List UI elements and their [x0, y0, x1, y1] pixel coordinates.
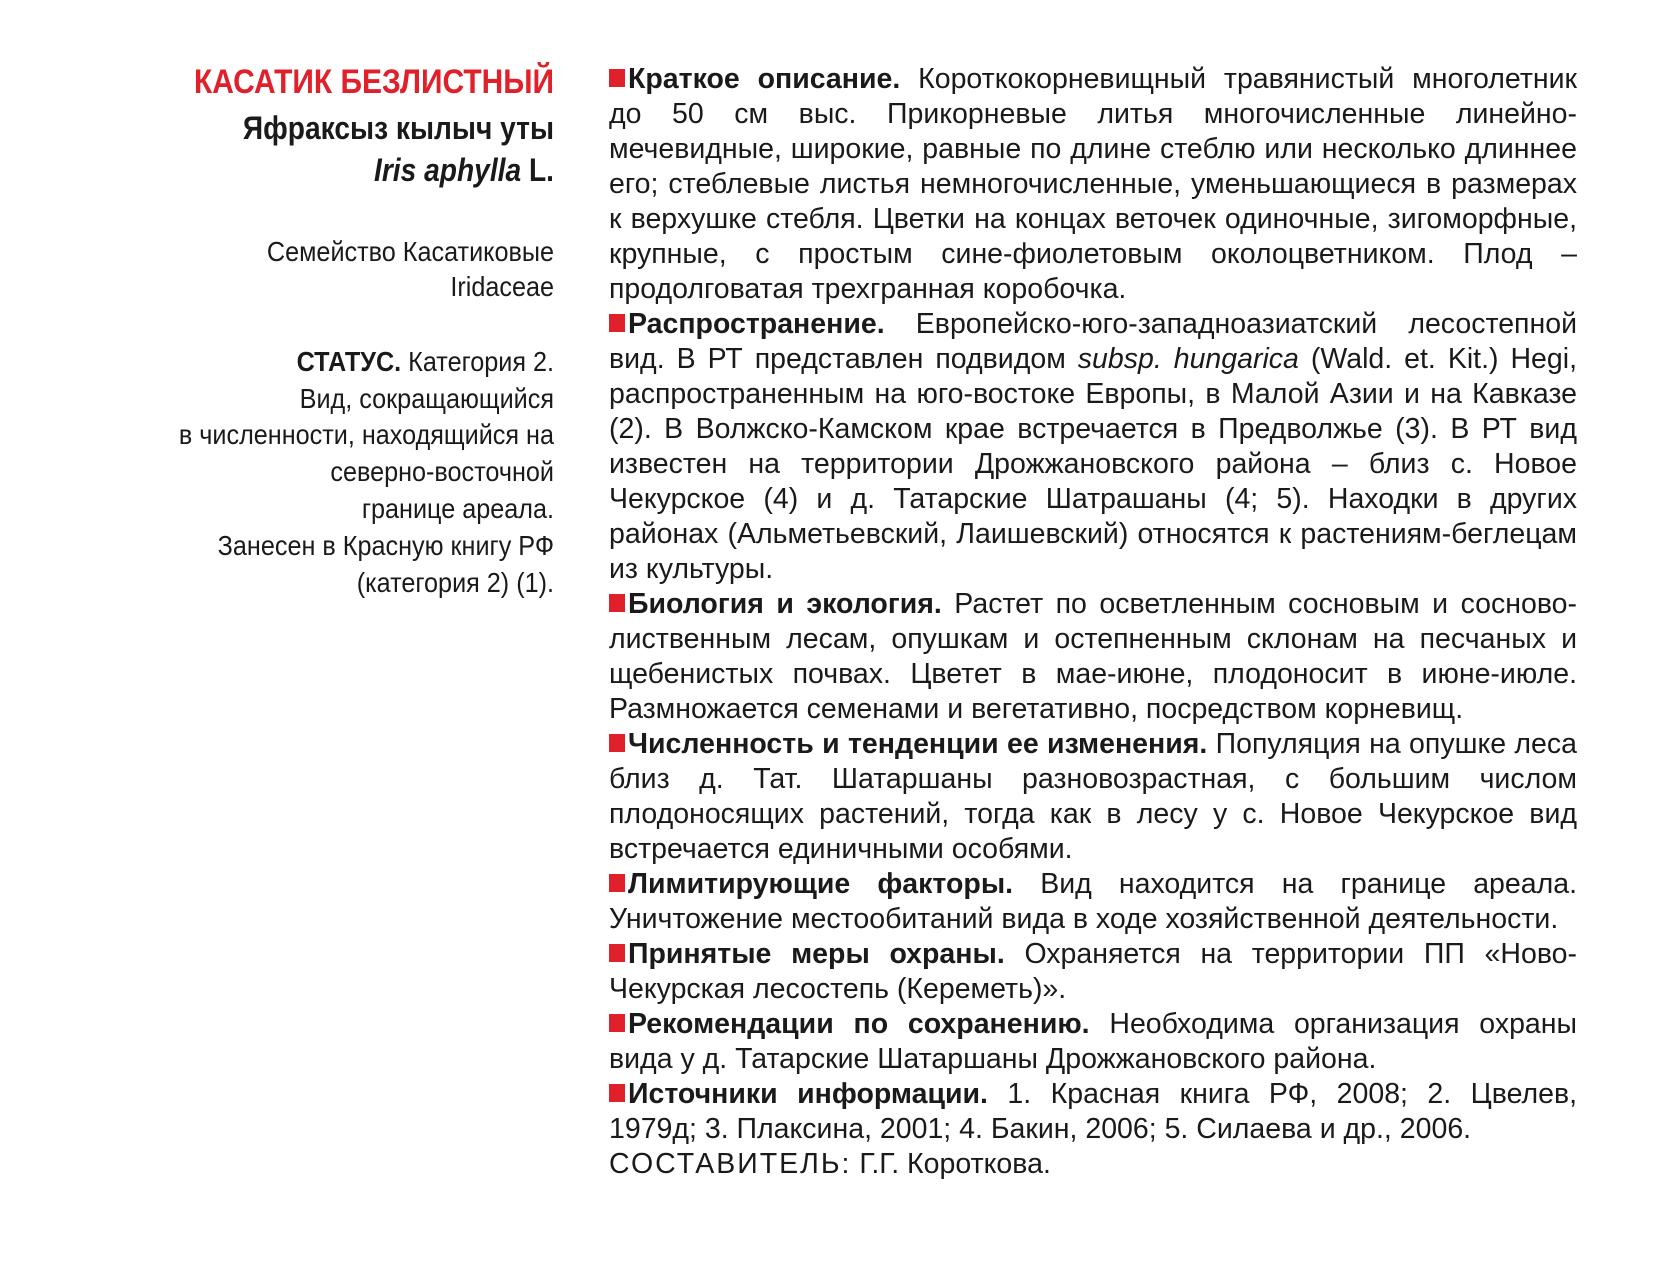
section-text: Растет по осветленным сосновым и сосново-лиственным лесам, опушкам и остепненным склонам на песчаных и щебенистых почвах. Цветет в мае-июне, плодоносит в июне-июле. Размножается семенами и вегетативно, посредством корневищ. [609, 588, 1577, 725]
section-heading: Рекомендации по сохранению. [628, 1008, 1090, 1040]
section-text: Охраняется на территории ПП «Ново-Чекурская лесостепь (Кереметь)». [609, 938, 1578, 1005]
subspecies-name: subsp. hungarica [1077, 343, 1299, 375]
section-heading: Источники информации. [628, 1078, 988, 1110]
section-heading: Принятые меры охраны. [628, 938, 1005, 970]
latin-author: L. [521, 152, 554, 189]
latin-name [119, 151, 554, 189]
section-heading: Распространение. [628, 308, 885, 340]
status-line-3: в численности, находящийся на [178, 419, 554, 451]
family-latin: Iridaceae [450, 270, 554, 302]
status-line-5: границе ареала. [361, 493, 554, 525]
section-marker-icon [609, 944, 625, 962]
status-line-6: Занесен в Красную книгу РФ [217, 530, 554, 562]
section-limiting-factors [609, 867, 1577, 937]
section-text: Необходима организация охраны вида у д. Татарские Шатаршаны Дрожжановского района. [609, 1008, 1577, 1075]
section-protection-measures [609, 937, 1577, 1007]
status-line-2: Вид, сокращающийся [299, 382, 554, 414]
section-heading: Численность и тенденции ее изменения. [628, 728, 1208, 760]
section-heading: Биология и экология. [628, 588, 942, 620]
section-text: (Wald. et. Kit.) Hegi, распространенным на юго-востоке Европы, в Малой Азии и на Кавказе (2). В Волжско-Камском крае встречается в Предволжье (3). В РТ вид известен на территории Дрожжановского района – близ с. Новое Чекурское (4) и д. Татарские Шатрашаны (4; 5). Находки в других районах (Альметьевский, Лаишевский) относятся к растениям-беглецам из культуры. [609, 343, 1578, 585]
section-biology [609, 587, 1577, 727]
section-heading: Краткое описание. [628, 63, 901, 95]
tatar-name: Яфраксыз кылыч уты [242, 109, 554, 146]
section-marker-icon [609, 1014, 625, 1032]
section-text: 1. Красная книга РФ, 2008; 2. Цвелев, 1979д; 3. Плаксина, 2001; 4. Бакин, 2006; 5. Силаева и др., 2006. [609, 1078, 1578, 1145]
status-line-1 [109, 344, 554, 381]
species-header [60, 62, 554, 602]
section-marker-icon [609, 874, 625, 892]
family-block [109, 234, 554, 304]
latin-binomial: Iris aphylla [374, 152, 522, 189]
family-ru: Семейство Касатиковые [266, 235, 554, 267]
article-body [609, 62, 1577, 1182]
section-marker-icon [609, 594, 625, 612]
section-description [609, 62, 1577, 307]
compiler-label: СОСТАВИТЕЛЬ: [609, 1148, 852, 1180]
section-distribution [609, 307, 1577, 587]
section-sources [609, 1077, 1577, 1147]
status-label: СТАТУС. [296, 345, 402, 377]
section-text: Популяция на опушке леса близ д. Тат. Шатаршаны разновозрастная, с большим числом плодоносящих растений, тогда как в лесу у с. Новое Чекурское вид встречается единичными особями. [609, 728, 1578, 865]
section-recommendations [609, 1007, 1577, 1077]
compiler-name: Г.Г. Короткова. [851, 1148, 1051, 1180]
species-title: КАСАТИК БЕЗЛИСТНЫЙ [194, 63, 554, 101]
status-block [60, 344, 554, 603]
compiler-line [609, 1147, 1577, 1182]
section-population [609, 727, 1577, 867]
status-line-7: (категория 2) (1). [356, 567, 554, 599]
section-marker-icon [609, 734, 625, 752]
status-line-4: северно-восточной [330, 456, 554, 488]
section-marker-icon [609, 1084, 625, 1102]
section-text: Вид находится на границе ареала. Уничтожение местообитаний вида в ходе хозяйственной деятельности. [609, 868, 1577, 935]
status-category: Категория 2. [401, 345, 554, 377]
section-heading: Лимитирующие факторы. [628, 868, 1014, 900]
section-marker-icon [609, 69, 625, 87]
section-text: Короткокорневищный травянистый многолетник до 50 см выс. Прикорневые литья многочисленные линейно-мечевидные, широкие, равные по длине стеблю или несколько длиннее его; стеблевые листья немногочисленные, уменьшающиеся в размерах к верхушке стебля. Цветки на концах веточек одиночные, зигоморфные, крупные, с простым сине-фиолетовым околоцветником. Плод – продолговатая трехгранная коробочка. [609, 63, 1577, 305]
section-marker-icon [609, 314, 625, 332]
section-text: Европейско-юго-западноазиатский лесостепной вид. В РТ представлен подвидом [609, 308, 1577, 375]
